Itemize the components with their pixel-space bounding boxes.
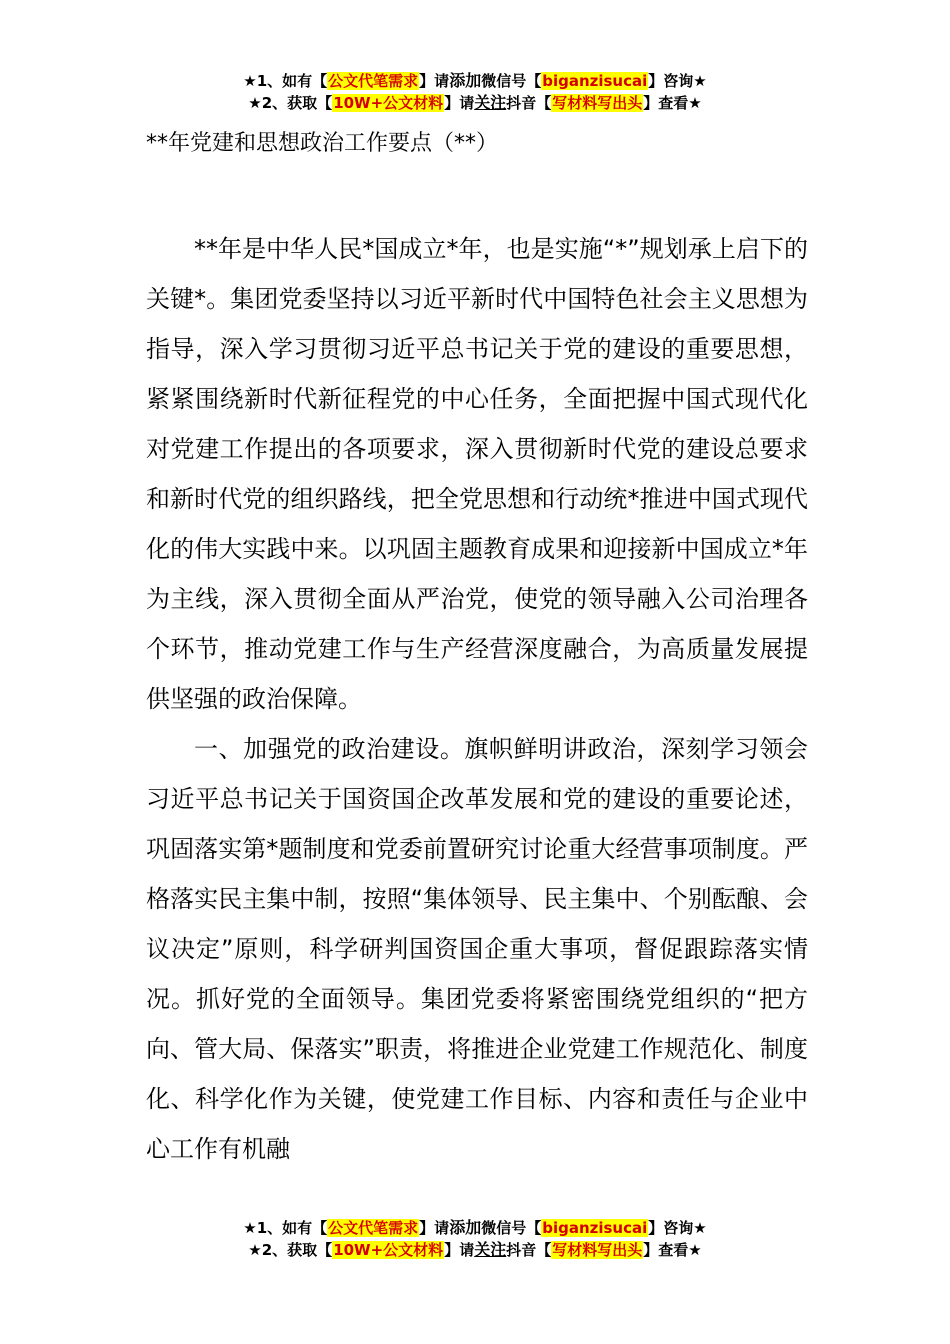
footer-promo-banner [0,1217,950,1261]
document-title: **年党建和思想政治工作要点（**） [146,131,499,156]
paragraph-intro: **年是中华人民*国成立*年，也是实施“*”规划承上启下的关键*。集团党委坚持以习近平新时代中国特色社会主义思想为指导，深入学习贯彻习近平总书记关于党的建设的重要思想，紧紧围绕新时代新征程党的中心任务，全面把握中国式现代化对党建工作提出的各项要求，深入贯彻新时代党的建设总要求和新时代党的组织路线，把全党思想和行动统*推进中国式现代化的伟大实践中来。以巩固主题教育成果和迎接新中国成立*年为主线，深入贯彻全面从严治党，使党的领导融入公司治理各个环节，推动党建工作与生产经营深度融合，为高质量发展提供坚强的政治保障。 [146,235,808,713]
promo-line-1: ★1、如有【公文代笔需求】请添加微信号【biganzisucai】咨询★ [243,71,707,90]
highlight-materials: 10W+公文材料 [333,94,444,112]
paragraph-section-1: 一、加强党的政治建设。旗帜鲜明讲政治，深刻学习领会习近平总书记关于国资国企改革发展和党的建设的重要论述，巩固落实第*题制度和党委前置研究讨论重大经营事项制度。严格落实民主集中制，按照“集体领导、民主集中、个别酝酿、会议决定”原则，科学研判国资国企重大事项，督促跟踪落实情况。抓好党的全面领导。集团党委将紧密围绕党组织的“把方向、管大局、保落实”职责，将推进企业党建工作规范化、制度化、科学化作为关键，使党建工作目标、内容和责任与企业中心工作有机融 [146,735,808,1163]
header-promo-banner [0,70,950,114]
highlight-ghostwriting: 公文代笔需求 [328,1219,419,1237]
document-body [146,224,808,1174]
promo-line-2: ★2、获取【10W+公文材料】请关注抖音【写材料写出头】查看★ [248,93,702,112]
highlight-wechat-id: biganzisucai [542,72,648,90]
highlight-douyin-account: 写材料写出头 [552,1241,643,1259]
highlight-wechat-id: biganzisucai [542,1219,648,1237]
highlight-douyin-account: 写材料写出头 [552,94,643,112]
highlight-ghostwriting: 公文代笔需求 [328,72,419,90]
promo-line-1: ★1、如有【公文代笔需求】请添加微信号【biganzisucai】咨询★ [243,1218,707,1237]
highlight-materials: 10W+公文材料 [333,1241,444,1259]
promo-line-2: ★2、获取【10W+公文材料】请关注抖音【写材料写出头】查看★ [248,1240,702,1259]
